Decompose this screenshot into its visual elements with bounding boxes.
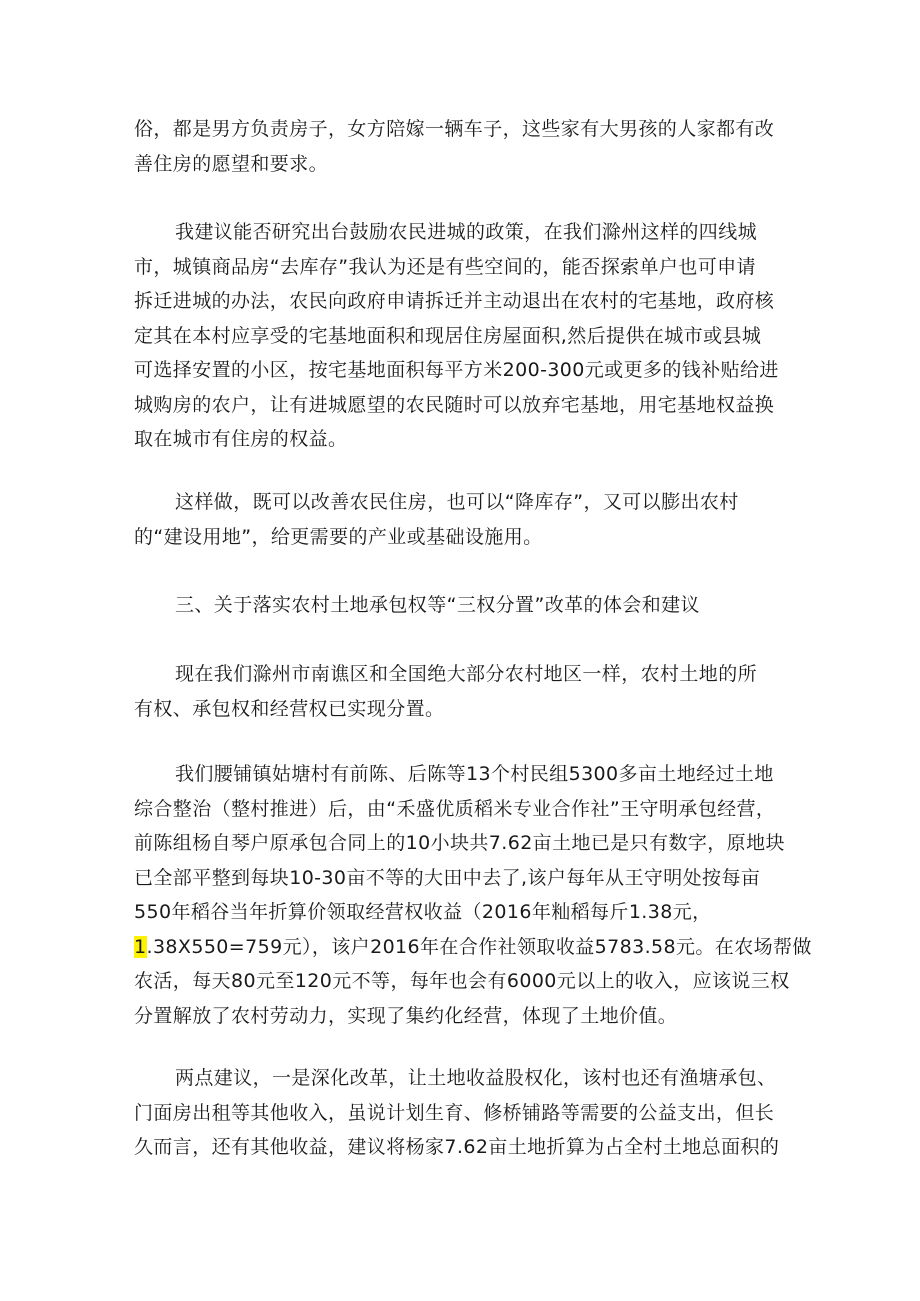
text-line: 综合整治（整村推进）后，由“禾盛优质稻米专业合作社”王守明承包经营， xyxy=(134,797,776,820)
text-line: 有权、承包权和经营权已实现分置。 xyxy=(134,697,445,720)
text-line: 我建议能否研究出台鼓励农民进城的政策，在我们滁州这样的四线城 xyxy=(175,221,758,243)
paragraph-1 xyxy=(134,112,794,181)
text-line: 的“建设用地”，给更需要的产业或基础设施用。 xyxy=(134,525,543,548)
text-line: 可选择安置的小区，按宅基地面积每平方米200-300元或更多的钱补贴给进 xyxy=(134,359,779,381)
text-line: 城购房的农户，让有进城愿望的农民随时可以放弃宅基地，用宅基地权益换 xyxy=(134,393,775,416)
highlighted-text-line: 1.38X550=759元），该户2016年在合作社领取收益5783.58元。在农场帮做 xyxy=(134,935,812,958)
paragraph-5 xyxy=(134,657,794,726)
text-line: 市，城镇商品房“去库存”我认为还是有些空间的，能否探索单户也可申请 xyxy=(134,255,756,278)
text-line: 定其在本村应享受的宅基地面积和现居住房屋面积,然后提供在城市或县城 xyxy=(134,324,762,347)
text-line: 门面房出租等其他收入，虽说计划生育、修桥铺路等需要的公益支出，但长 xyxy=(134,1101,775,1124)
text-highlight: 1 xyxy=(134,935,147,958)
heading-line: 三、关于落实农村土地承包权等“三权分置”改革的体会和建议 xyxy=(175,594,700,616)
text-line: 分置解放了农村劳动力，实现了集约化经营，体现了土地价值。 xyxy=(134,1004,678,1027)
text-line: 两点建议，一是深化改革，让土地收益股权化，该村也还有渔塘承包、 xyxy=(175,1067,777,1089)
text-line: 已全部平整到每块10-30亩不等的大田中去了,该户每年从王守明处按每亩 xyxy=(134,866,761,889)
paragraph-3 xyxy=(134,485,794,554)
text-line: 拆迁进城的办法，农民向政府申请拆迁并主动退出在农村的宅基地，政府核 xyxy=(134,290,775,312)
text-line: 善住房的愿望和要求。 xyxy=(134,152,329,175)
text-line: 俗，都是男方负责房子，女方陪嫁一辆车子，这些家有大男孩的人家都有改 xyxy=(134,118,775,140)
text-line: 我们腰铺镇姑塘村有前陈、后陈等13个村民组5300多亩土地经过土地 xyxy=(175,763,774,785)
section-heading xyxy=(134,588,794,623)
text-line: 农活，每天80元至120元不等，每年也会有6000元以上的收入，应该说三权 xyxy=(134,970,790,992)
text-line: 550年稻谷当年折算价领取经营权收益（2016年籼稻每斤1.38元， xyxy=(134,901,712,923)
text-line: 这样做，既可以改善农民住房，也可以“降库存”，又可以膨出农村 xyxy=(175,491,739,513)
text-line: 取在城市有住房的权益。 xyxy=(134,428,348,450)
paragraph-6 xyxy=(134,757,812,1033)
paragraph-7 xyxy=(134,1061,794,1165)
paragraph-2 xyxy=(134,215,794,457)
text-line: 现在我们滁州市南谯区和全国绝大部分农村地区一样，农村土地的所 xyxy=(175,663,758,685)
text-line: 久而言，还有其他收益，建议将杨家7.62亩土地折算为占全村土地总面积的 xyxy=(134,1136,780,1158)
text-line: 前陈组杨自琴户原承包合同上的10小块共7.62亩土地已是只有数字，原地块 xyxy=(134,832,785,854)
